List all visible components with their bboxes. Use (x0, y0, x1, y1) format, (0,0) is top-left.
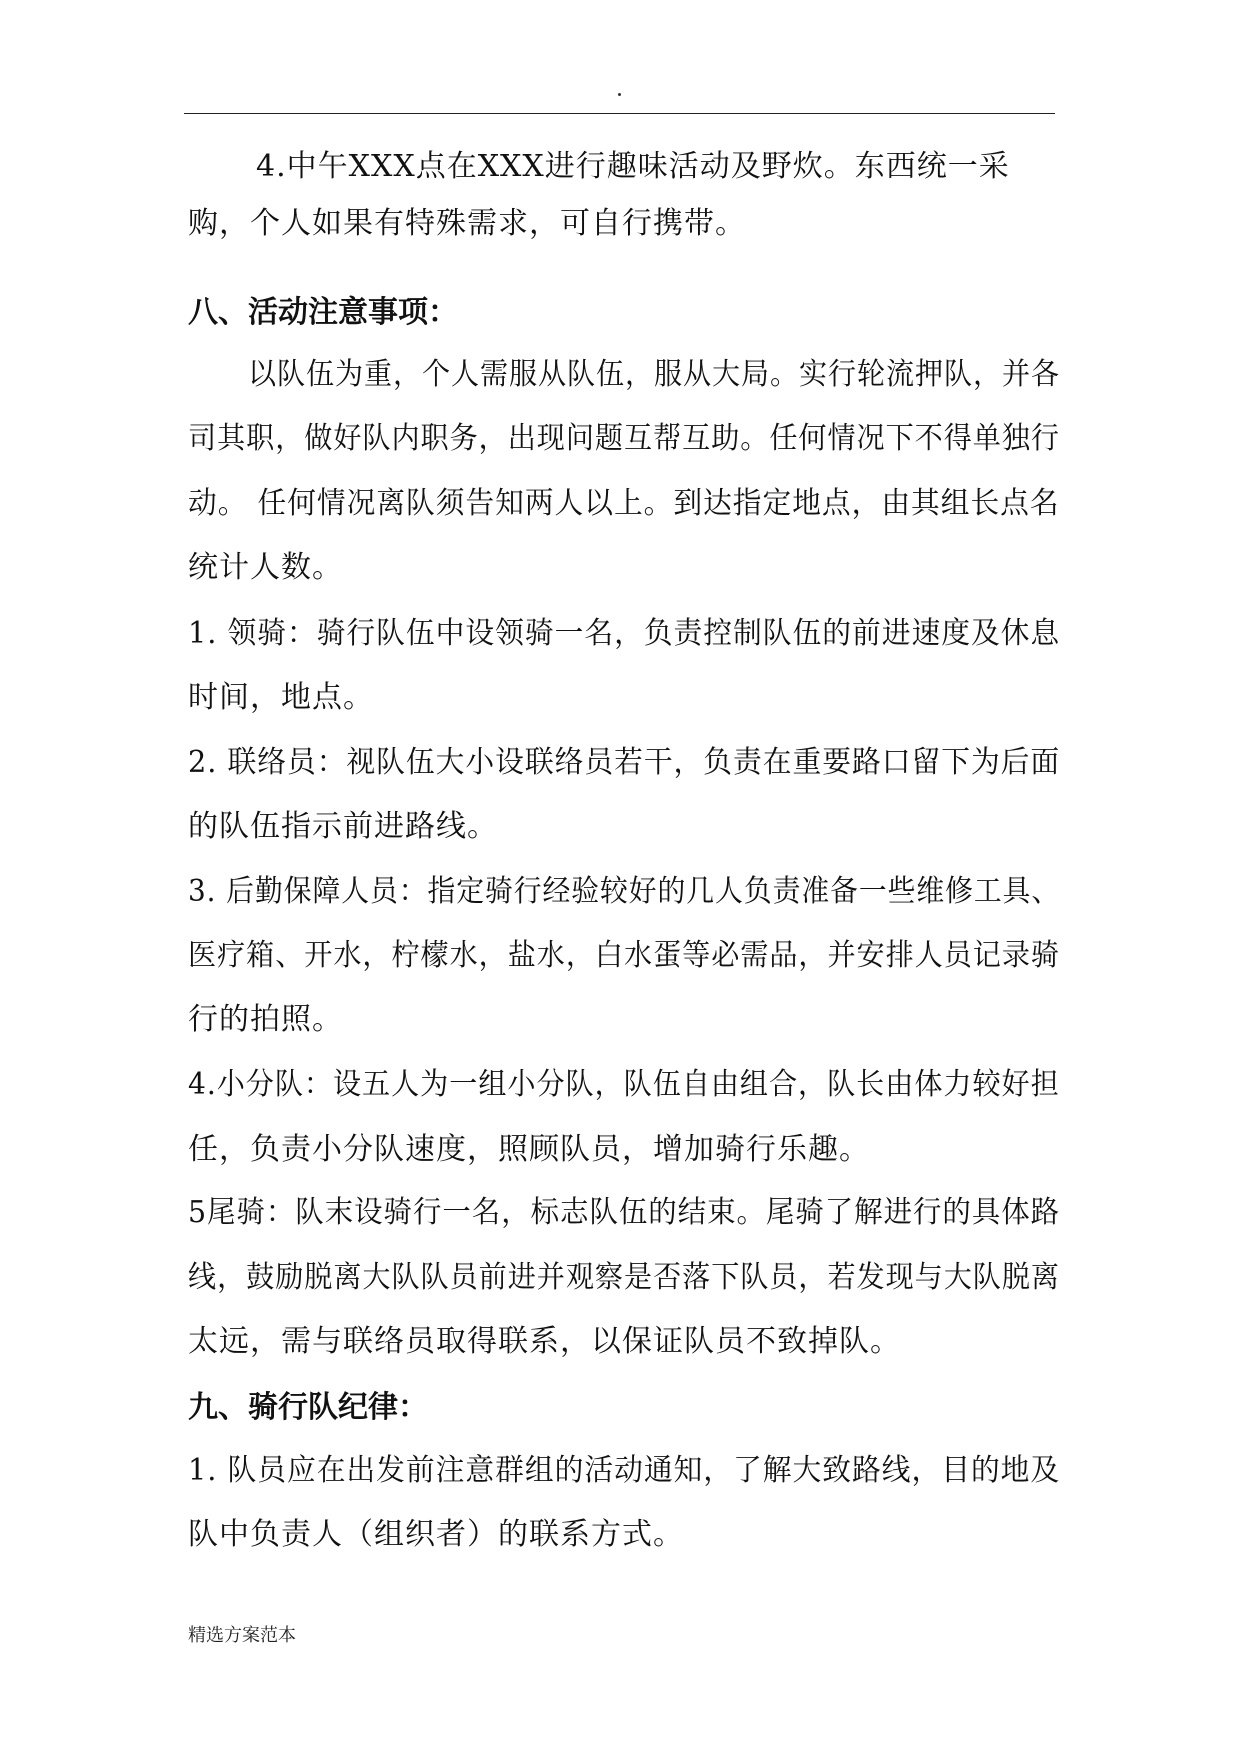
list-item-line: 队中负责人（组织者）的联系方式。 (188, 1517, 684, 1552)
paragraph-line: 以队伍为重，个人需服从队伍，服从大局。实行轮流押队，并各 (248, 357, 1060, 392)
section-heading-9: 九、骑行队纪律： (188, 1390, 428, 1425)
list-item-line: 3. 后勤保障人员：指定骑行经验较好的几人负责准备一些维修工具、 (188, 874, 1061, 909)
list-item-line: 行的拍照。 (188, 1002, 343, 1037)
header-marker (618, 93, 621, 96)
paragraph-line: 购，个人如果有特殊需求，可自行携带。 (188, 206, 746, 241)
paragraph-line: 统计人数。 (188, 550, 343, 585)
list-item-line: 2. 联络员：视队伍大小设联络员若干，负责在重要路口留下为后面 (188, 745, 1061, 780)
header-rule (184, 113, 1055, 114)
footer-text: 精选方案范本 (188, 1625, 296, 1646)
list-item-line: 1. 队员应在出发前注意群组的活动通知，了解大致路线，目的地及 (188, 1453, 1061, 1488)
paragraph-line: 司其职，做好队内职务，出现问题互帮互助。任何情况下不得单独行 (188, 421, 1060, 456)
list-item-line: 5尾骑：队末设骑行一名，标志队伍的结束。尾骑了解进行的具体路 (188, 1195, 1061, 1230)
paragraph-line: 动。 任何情况离队须告知两人以上。到达指定地点，由其组长点名 (188, 486, 1060, 521)
list-item-line: 时间，地点。 (188, 680, 374, 715)
list-item-line: 线，鼓励脱离大队队员前进并观察是否落下队员，若发现与大队脱离 (188, 1260, 1060, 1295)
list-item-line: 的队伍指示前进路线。 (188, 809, 498, 844)
list-item-line: 任，负责小分队速度，照顾队员，增加骑行乐趣。 (188, 1132, 870, 1167)
section-heading-8: 八、活动注意事项： (188, 295, 458, 330)
list-item-line: 太远，需与联络员取得联系，以保证队员不致掉队。 (188, 1324, 901, 1359)
list-item-line: 医疗箱、开水，柠檬水，盐水，白水蛋等必需品，并安排人员记录骑 (188, 938, 1060, 973)
list-item-line: 4.小分队：设五人为一组小分队，队伍自由组合，队长由体力较好担 (188, 1067, 1060, 1102)
paragraph-line: 4.中午XXX点在XXX进行趣味活动及野炊。东西统一采 (256, 149, 1010, 184)
list-item-line: 1. 领骑：骑行队伍中设领骑一名，负责控制队伍的前进速度及休息 (188, 616, 1061, 651)
